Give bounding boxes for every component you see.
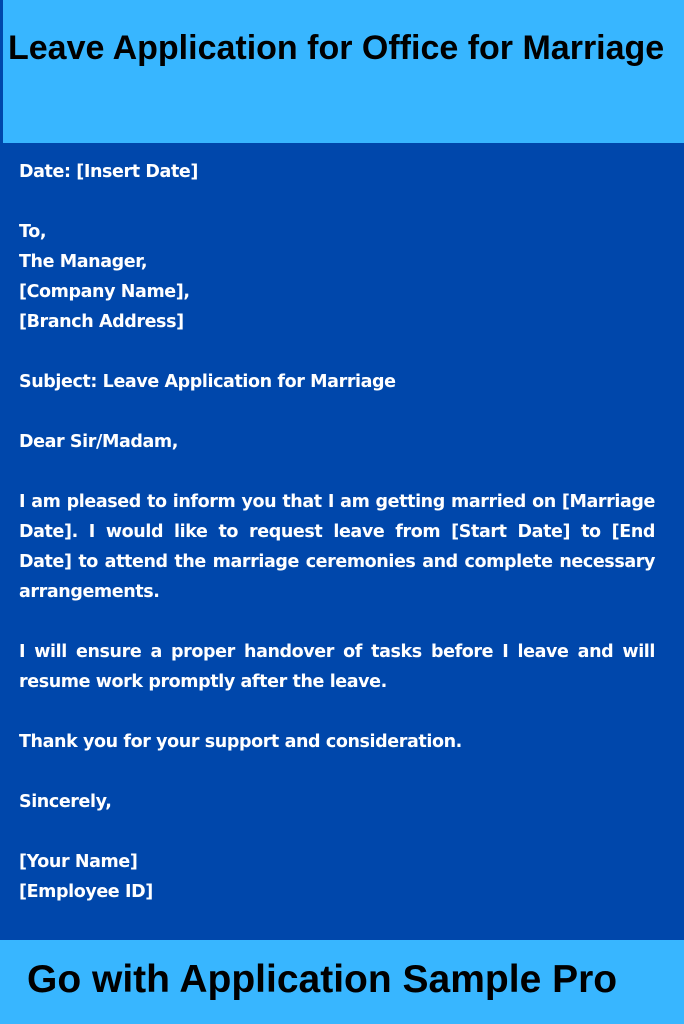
- letter-recipient: The Manager,: [19, 252, 148, 272]
- letter-salutation: Dear Sir/Madam,: [19, 432, 178, 452]
- spacer: [19, 457, 655, 487]
- spacer: [19, 397, 655, 427]
- spacer: [19, 337, 655, 367]
- letter-closing: Sincerely,: [19, 792, 112, 812]
- letter-signature-name: [Your Name]: [19, 852, 138, 872]
- spacer: [19, 757, 655, 787]
- spacer: [19, 607, 655, 637]
- spacer: [19, 817, 655, 847]
- footer-text: Go with Application Sample Pro: [27, 958, 618, 1001]
- letter-address: [Branch Address]: [19, 312, 184, 332]
- spacer: [19, 187, 655, 217]
- spacer: [19, 697, 655, 727]
- letter-subject: Subject: Leave Application for Marriage: [19, 372, 396, 392]
- letter-paragraph-2: I will ensure a proper handover of tasks before I leave and will resume work promptly after the leave.: [19, 642, 655, 692]
- letter-employee-id: [Employee ID]: [19, 882, 153, 902]
- letter-date: Date: [Insert Date]: [19, 162, 198, 182]
- letter-company: [Company Name],: [19, 282, 190, 302]
- footer-banner: [0, 940, 684, 1024]
- title-banner: [0, 0, 684, 143]
- page-title: Leave Application for Office for Marriage: [8, 29, 665, 67]
- letter-to: To,: [19, 222, 47, 242]
- letter-paragraph-1: I am pleased to inform you that I am getting married on [Marriage Date]. I would like to request leave from [Start Date] to [End Date] to attend the marriage ceremonies and complete necessary arrangements.: [19, 492, 655, 602]
- letter-body: [0, 143, 684, 940]
- letter-thanks: Thank you for your support and consideration.: [19, 732, 462, 752]
